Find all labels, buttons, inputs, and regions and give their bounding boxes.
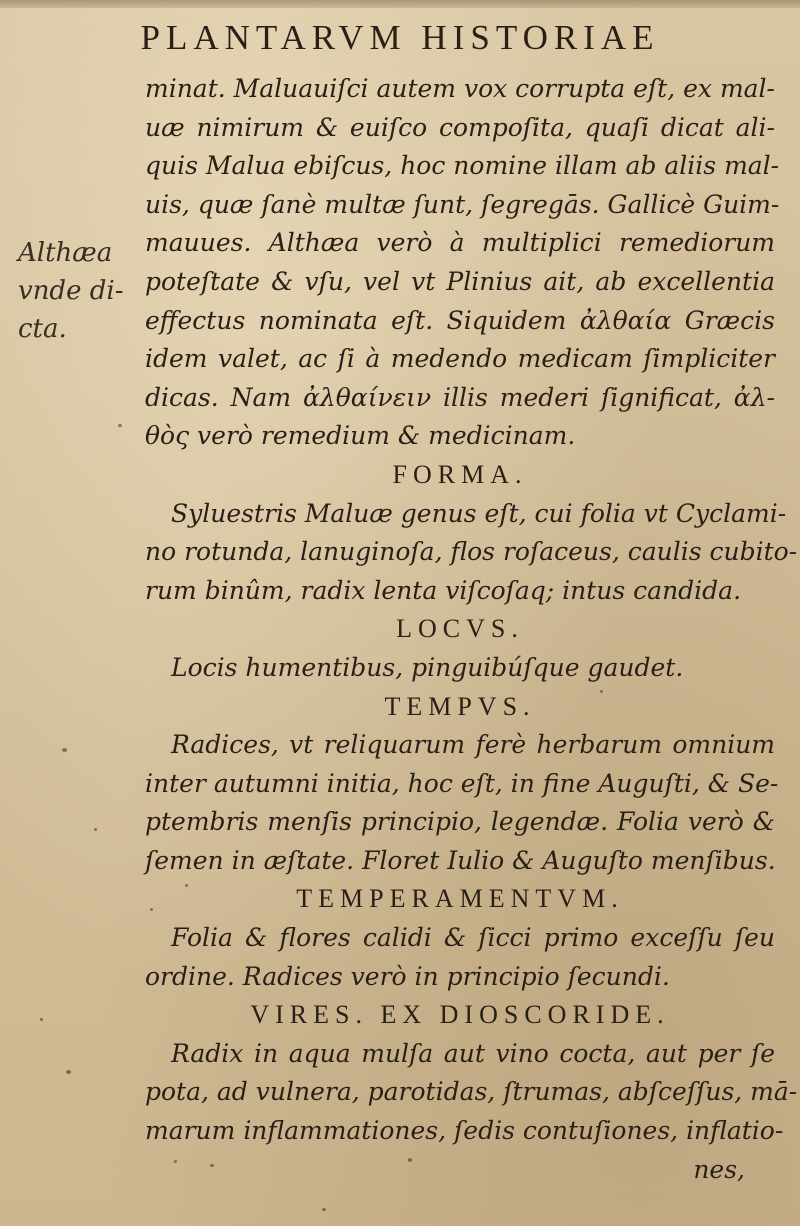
text-line: nes, <box>693 1154 745 1184</box>
text-line: effectus nominata eſt. Siquidem ἀλθαία Græcis <box>145 305 775 335</box>
section-heading: FORMA. <box>392 459 528 489</box>
text-line: Locis humentibus, pinguibúſque gaudet. <box>171 652 684 682</box>
text-line: idem valet, ac ſi à medendo medicam ſimpliciter <box>145 344 775 374</box>
text-line: quis Malua ebiſcus, hoc nomine illam ab aliis mal- <box>145 151 780 181</box>
text-line: Radix in aqua mulſa aut vino cocta, aut per ſe <box>171 1038 775 1068</box>
text-line: no rotunda, lanuginoſa, flos roſaceus, caulis cubito- <box>145 537 798 567</box>
margin-note <box>18 234 138 348</box>
text-line: pota, ad vulnera, parotidas, ſtrumas, abſceſſus, mā- <box>145 1077 798 1107</box>
margin-note-line: cta. <box>18 314 67 344</box>
running-head: PLANTARVM HISTORIAE <box>140 18 660 57</box>
text-line: ordine. Radices verò in principio ſecundi. <box>145 961 670 991</box>
text-line: uæ nimirum & euiſco compoſita, quaſi dicat ali- <box>145 112 775 142</box>
text-line: mauues. Althæa verò à multiplici remediorum <box>145 228 775 258</box>
margin-note-line: Althæa <box>18 238 113 268</box>
text-line: rum binûm, radix lenta viſcoſaq; intus candida. <box>145 575 742 605</box>
section-heading: VIRES. EX DIOSCORIDE. <box>250 1000 670 1030</box>
text-line: poteſtate & vſu, vel vt Plinius ait, ab excellentia <box>145 266 775 296</box>
text-line: Syluestris Maluæ genus eſt, cui folia vt Cyclami- <box>171 498 787 528</box>
margin-note-line: vnde di- <box>18 276 124 306</box>
section-heading: TEMPVS. <box>384 691 536 721</box>
page-top-edge <box>0 0 800 8</box>
text-line: dicas. Nam ἀλθαίνειν illis mederi ſignificat, ἀλ- <box>145 382 775 412</box>
text-line: ptembris menſis principio, legendæ. Folia verò & <box>145 807 775 837</box>
text-line: uis, quæ ſanè multæ ſunt, ſegregās. Gallicè Guim- <box>145 189 780 219</box>
body-text <box>145 70 798 1189</box>
text-line: ſemen in æſtate. Floret Iulio & Auguſto menſibus. <box>145 845 776 875</box>
text-line: minat. Maluauiſci autem vox corrupta eſt, ex mal- <box>145 74 776 103</box>
section-heading: TEMPERAMENTVM. <box>296 884 624 914</box>
section-heading: LOCVS. <box>396 614 524 644</box>
text-line: inter autumni initia, hoc eſt, in fine Auguſti, & Se- <box>145 768 779 798</box>
text-line: Folia & flores calidi & ſicci primo exceſſu ſeu <box>171 923 775 953</box>
text-line: marum inflammationes, ſedis contuſiones, inflatio- <box>145 1116 784 1146</box>
text-line: Radices, vt reliquarum ferè herbarum omnium <box>171 730 775 760</box>
text-line: θὸς verò remedium & medicinam. <box>145 421 576 451</box>
